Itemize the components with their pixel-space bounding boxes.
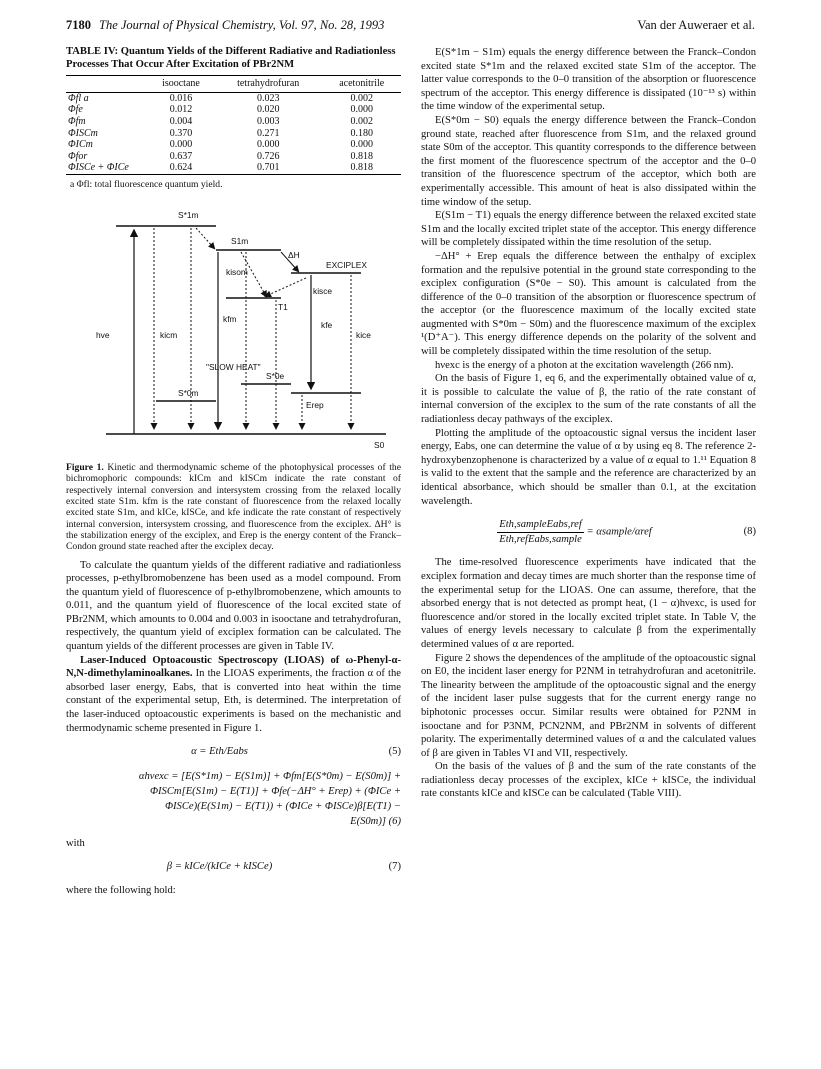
table-cell: Φfl a xyxy=(68,92,89,104)
table-cell: 0.003 xyxy=(256,115,280,127)
table-cell: ΦISCe + ΦICe xyxy=(66,162,148,174)
table-cell: 0.818 xyxy=(350,150,373,162)
table-header-row xyxy=(66,76,401,93)
equation-8 xyxy=(421,518,756,546)
authors-header: Van der Auweraer et al. xyxy=(637,18,755,32)
table-cell: 0.023 xyxy=(256,92,280,104)
table-cell: 0.020 xyxy=(256,104,280,116)
s1m-relax-arrow xyxy=(196,228,214,248)
s1m-label: S1m xyxy=(231,235,249,246)
table-row xyxy=(66,128,401,140)
equation-body: β = kICe/(kICe + kISCe) xyxy=(166,861,273,873)
table-row xyxy=(66,92,401,104)
table-cell: 0.637 xyxy=(169,150,193,162)
equation-line: ΦISCm[E(S1m) − E(T1)] + Φfe(−ΔH° + Erep) + (ΦICe + xyxy=(149,785,401,797)
s1m-star-label: S*1m xyxy=(178,209,199,220)
denominator: Eth,refEabs,sample xyxy=(499,533,582,545)
paragraph: On the basis of Figure 1, eq 6, and the experimentally obtained value of α, it is possible to calculate the value of β, the ratio of the rate constant of internal conversion of the exciplex to the sum of the rate constants of all the radiationless decay pathways of the exciplex. xyxy=(421,373,756,426)
kisce-arrow xyxy=(266,278,306,296)
slow-heat-label: "SLOW HEAT" xyxy=(206,361,261,372)
paragraph: On the basis of the values of β and the sum of the rate constants of the radiationless decay processes of the exciplex, kICe + kISCe, the individual rate constants kICe and kISCe can be calculated (Table VIII). xyxy=(421,761,756,800)
equation-number: (7) xyxy=(388,861,401,873)
equation-7 xyxy=(66,860,401,874)
equation-line: ΦISCe)(E(S1m) − E(T1)) + (ΦICe + ΦISCe)β[E(T1) − xyxy=(164,800,401,812)
table-title: TABLE IV: Quantum Yields of the Different Radiative and Radiationless Processes That Occur After Excitation of PBr2NM xyxy=(66,46,396,70)
table-cell: 0.726 xyxy=(256,150,280,162)
table-cell: 0.370 xyxy=(169,127,193,139)
paragraph: Figure 2 shows the dependences of the amplitude of the optoacoustic signal on E0, the incident laser energy for P2NM in tetrahydrofuran and acetonitrile. The linearity between the amplitude of the optoacoustic signal and the energy of the incident laser pulse suggests that for the current energy range no biphotonic processes occur. Similar results were obtained for P2NM in isooctane and for P3NM, PCN2NM, and PBr2NM in solvents of different polarity. The experimentally determined values of α and the calculated values of β are given in Tables VI and VII, respectively. xyxy=(421,652,756,759)
table-cell: 0.000 xyxy=(256,139,280,151)
energy-level-diagram xyxy=(66,198,401,456)
paragraph xyxy=(66,654,401,736)
equation-6 xyxy=(66,769,401,829)
table-cell: 0.818 xyxy=(322,162,401,174)
table-cell: 0.701 xyxy=(214,162,323,174)
figure-caption-label: Figure 1. xyxy=(66,462,104,474)
table-cell: 0.000 xyxy=(169,139,193,151)
table-header-cell xyxy=(66,76,148,93)
table-row xyxy=(66,116,401,128)
paragraph: −ΔH° + Erep equals the difference between the enthalpy of exciplex formation and the repulsive potential in the ground state corresponding to the exciplex configuration (S*0e − S0). This amount is calculated from the difference of the 0–0 transition of the absorption or fluorescence spectrum of the acceptor (or the fluorescence maximum of the locally excited state augmented with S*0m − S0m) and the fluorescence maximum of the exciplex ¹(D⁺A⁻). This energy difference depends on the polarity of the solvent and will be completely dissipated within the time resolution of the setup. xyxy=(421,250,756,358)
kfe-label: kfe xyxy=(321,319,333,330)
kisce-label: kisce xyxy=(313,285,333,296)
equation-number: (8) xyxy=(743,526,756,538)
equation-5 xyxy=(66,745,401,759)
table-cell: Φfe xyxy=(68,104,83,116)
table-cell: 0.012 xyxy=(169,104,193,116)
table-row xyxy=(66,151,401,163)
left-column xyxy=(66,46,401,898)
table-header-cell: isooctane xyxy=(148,76,214,93)
erep-label: Erep xyxy=(306,399,324,410)
fraction xyxy=(497,518,584,546)
running-header xyxy=(66,18,384,33)
table-cell: 0.624 xyxy=(148,162,214,174)
paragraph-text: In the LIOAS experiments, the fraction α of the absorbed laser energy, Eabs, that is converted into heat within the time constant of the experimental setup, Eth, is determined. The interpretation of the laser-induced optoacoustic experiments is based on the mechanistic and thermodynamic scheme presented in Figure 1. xyxy=(66,668,401,734)
figure-caption xyxy=(66,462,401,552)
table-cell: 0.016 xyxy=(169,92,193,104)
kisom-label: kisom xyxy=(226,266,248,277)
table-cell: 0.000 xyxy=(350,104,373,116)
paragraph: E(S*1m − S1m) equals the energy difference between the Franck–Condon excited state S*1m and the relaxed excited state S1m of the acceptor. The latter value corresponds to the 0–0 transition of the absorption or fluorescence spectrum of the acceptor. This energy difference is dissipated (10⁻¹³ s) within the time window of the experimental setup. xyxy=(421,47,756,113)
table-cell: 0.271 xyxy=(256,127,280,139)
table-footnote: a Φfl: total fluorescence quantum yield. xyxy=(70,178,223,190)
table-cell: 0.004 xyxy=(169,115,193,127)
section-heading: Laser-Induced Optoacoustic Spectroscopy (LIOAS) of ω-Phenyl-α-N,N-dimethylaminoalkanes. xyxy=(66,654,401,680)
table-row xyxy=(66,162,401,174)
hve-label: hve xyxy=(96,329,110,340)
figure-caption-text: Kinetic and thermodynamic scheme of the photophysical processes of the bichromophoric compounds: kICm and kISCm indicate the rate constant of respectively internal conversion and intersystem crossing from the relaxed locally excited state S1m. kfm is the rate constant of fluorescence from the relaxed locally excited state S1m, and kICe, kISCe, and kfe indicate the rate constant of respectively internal conversion, intersystem crossing, and fluorescence from the exciplex. ΔH° is the stabilization energy of the exciplex, and Erep is the energy content of the Franck–Condon ground state reached after the exciplex decay. xyxy=(66,462,401,553)
table-cell: Φfor xyxy=(68,150,88,162)
paragraph: To calculate the quantum yields of the different radiative and radiationless processes, p-ethylbromobenzene has been used as a model compound. From the quantum yield of fluorescence of p-ethylbromobenzene, which amounts to 0.011, and the quantum yield of fluorescence of the local excited state of PBr2NM, which amounts to 0.004 and 0.003 in isooctane and tetrahydrofuran, respectively, the quantum yield of exciplex formation can be calculated. The quantum yields of the different processes are given in Table IV. xyxy=(66,559,401,653)
table-cell: Φfm xyxy=(68,115,86,127)
journal-citation: The Journal of Physical Chemistry, Vol. 97, No. 28, 1993 xyxy=(99,18,385,32)
table-cell: ΦICm xyxy=(68,139,93,151)
paragraph: E(S1m − T1) equals the energy difference between the relaxed excited state S1m and the locally excited triplet state of the acceptor. This energy difference will be completely dissipated within the time resolution of the setup. xyxy=(421,210,756,249)
dh-label: ΔH xyxy=(288,249,300,260)
paragraph: with xyxy=(66,837,85,849)
equation-line: E(S0m)] (6) xyxy=(350,815,401,827)
table-row xyxy=(66,104,401,116)
paragraph: Plotting the amplitude of the optoacoustic signal versus the incident laser energy, Eabs, one can determine the value of α by using eq 8. The reference 2-hydroxybenzophenone is characterized by a value of α equal to 1.¹¹ Equation 8 is valid to the extent that the sample and the reference are characterized by an identical absorbance, which should be smaller than 0.1, at the excitation wavelength. xyxy=(421,427,756,507)
s0m-star-label: S*0m xyxy=(178,387,199,398)
kicm-label: kicm xyxy=(160,329,178,340)
kfm-label: kfm xyxy=(223,313,237,324)
table-cell: 0.180 xyxy=(350,127,373,139)
s0e-star-label: S*0e xyxy=(266,370,285,381)
paragraph: where the following hold: xyxy=(66,885,176,896)
kice-label: kice xyxy=(356,329,371,340)
paragraph: E(S*0m − S0) equals the energy difference between the Franck–Condon ground state, reached after fluorescence from S1m, and the relaxed ground state S0m of the acceptor. This quantity corresponds to the difference between the first moment of the fluorescence spectrum of the acceptor and the 0–0 transition of the fluorescence spectrum of the acceptor, which both are experimentally accessible. This amount of heat is also dissipated within the time window of the setup. xyxy=(421,114,756,208)
s0-label: S0 xyxy=(374,439,385,450)
table-row xyxy=(66,139,401,151)
right-column xyxy=(421,46,756,801)
equation-line: αhνexc = [E(S*1m) − E(S1m)] + Φfm[E(S*0m) − E(S0m)] + xyxy=(138,770,401,782)
t1-label: T1 xyxy=(278,301,288,312)
equation-rhs: = αsample/αref xyxy=(586,526,652,538)
quantum-yield-table xyxy=(66,75,401,175)
equation-body xyxy=(421,518,728,546)
paragraph: The time-resolved fluorescence experiments have indicated that the exciplex formation and decay times are much shorter than the response time of the experimental setup for the LIOAS. One can assume, therefore, that the absorbed energy that is not detected as prompt heat, (1 − α)hνexc, is used for fluorescence and/or stored in the locally excited triplet state. In Table V, the values of energy levels necessary to calculate β from the experimentally determined values of α are reported. xyxy=(421,557,756,650)
table-header-cell: acetonitrile xyxy=(322,76,401,93)
table-header-cell: tetrahydrofuran xyxy=(214,76,323,93)
table-cell: 0.002 xyxy=(350,115,373,127)
table-cell: 0.000 xyxy=(350,139,373,151)
table-cell: ΦISCm xyxy=(68,127,98,139)
equation-number: (5) xyxy=(388,746,401,758)
numerator: Eth,sampleEabs,ref xyxy=(497,518,584,533)
table-cell: 0.002 xyxy=(350,92,373,104)
equation-body: α = Eth/Eabs xyxy=(191,746,248,758)
page-number: 7180 xyxy=(66,18,91,32)
exciplex-label: EXCIPLEX xyxy=(326,259,367,270)
paragraph: hνexc is the energy of a photon at the excitation wavelength (266 nm). xyxy=(435,359,734,371)
